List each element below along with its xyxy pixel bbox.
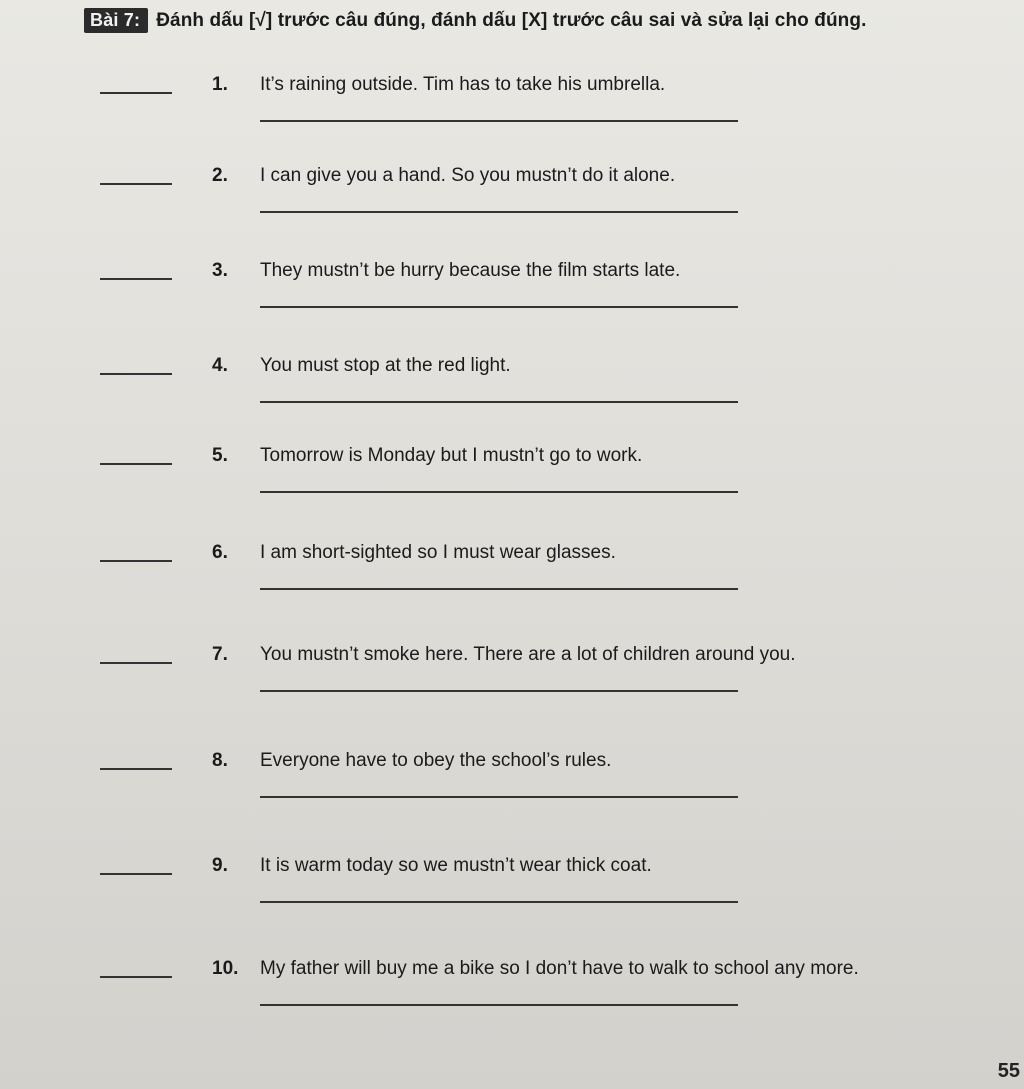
correction-line-9[interactable]	[260, 901, 738, 903]
correction-line-2[interactable]	[260, 211, 738, 213]
exercise-item-4	[100, 355, 990, 415]
item-number-7: 7.	[212, 644, 228, 665]
item-text-10: My father will buy me a bike so I don’t have to walk to school any more.	[260, 958, 859, 979]
item-text-2: I can give you a hand. So you mustn’t do it alone.	[260, 165, 676, 186]
item-number-6: 6.	[212, 542, 228, 563]
item-number-3: 3.	[212, 260, 228, 281]
correction-line-3[interactable]	[260, 306, 738, 308]
item-text-1: It’s raining outside. Tim has to take his umbrella.	[260, 74, 666, 95]
item-text-6: I am short-sighted so I must wear glasses.	[260, 542, 616, 563]
exercise-item-10	[100, 958, 990, 1018]
answer-blank-1[interactable]	[100, 92, 172, 94]
correction-line-6[interactable]	[260, 588, 738, 590]
item-number-2: 2.	[212, 165, 228, 186]
answer-blank-5[interactable]	[100, 463, 172, 465]
correction-line-7[interactable]	[260, 690, 738, 692]
item-number-4: 4.	[212, 355, 228, 376]
exercise-item-8	[100, 750, 990, 810]
item-text-9: It is warm today so we mustn’t wear thick coat.	[260, 855, 652, 876]
item-number-10: 10.	[212, 958, 239, 979]
exercise-badge: Bài 7:	[84, 8, 148, 33]
item-text-4: You must stop at the red light.	[260, 355, 511, 376]
item-number-9: 9.	[212, 855, 228, 876]
correction-line-1[interactable]	[260, 120, 738, 122]
exercise-item-2	[100, 165, 990, 225]
answer-blank-2[interactable]	[100, 183, 172, 185]
correction-line-8[interactable]	[260, 796, 738, 798]
exercise-item-3	[100, 260, 990, 320]
exercise-item-7	[100, 644, 990, 704]
correction-line-5[interactable]	[260, 491, 738, 493]
answer-blank-6[interactable]	[100, 560, 172, 562]
answer-blank-4[interactable]	[100, 373, 172, 375]
exercise-item-6	[100, 542, 990, 602]
item-text-8: Everyone have to obey the school’s rules.	[260, 750, 612, 771]
answer-blank-7[interactable]	[100, 662, 172, 664]
item-number-1: 1.	[212, 74, 228, 95]
correction-line-4[interactable]	[260, 401, 738, 403]
answer-blank-10[interactable]	[100, 976, 172, 978]
item-text-5: Tomorrow is Monday but I mustn’t go to work.	[260, 445, 643, 466]
item-text-3: They mustn’t be hurry because the film starts late.	[260, 260, 681, 281]
page-number: 55	[997, 1060, 1020, 1082]
correction-line-10[interactable]	[260, 1004, 738, 1006]
item-text-7: You mustn’t smoke here. There are a lot of children around you.	[260, 644, 796, 665]
item-number-8: 8.	[212, 750, 228, 771]
exercise-item-1	[100, 74, 990, 134]
exercise-item-5	[100, 445, 990, 505]
exercise-item-9	[100, 855, 990, 915]
item-number-5: 5.	[212, 445, 228, 466]
answer-blank-3[interactable]	[100, 278, 172, 280]
answer-blank-9[interactable]	[100, 873, 172, 875]
answer-blank-8[interactable]	[100, 768, 172, 770]
exercise-instruction: Đánh dấu [√] trước câu đúng, đánh dấu [X] trước câu sai và sửa lại cho đúng.	[156, 9, 867, 31]
